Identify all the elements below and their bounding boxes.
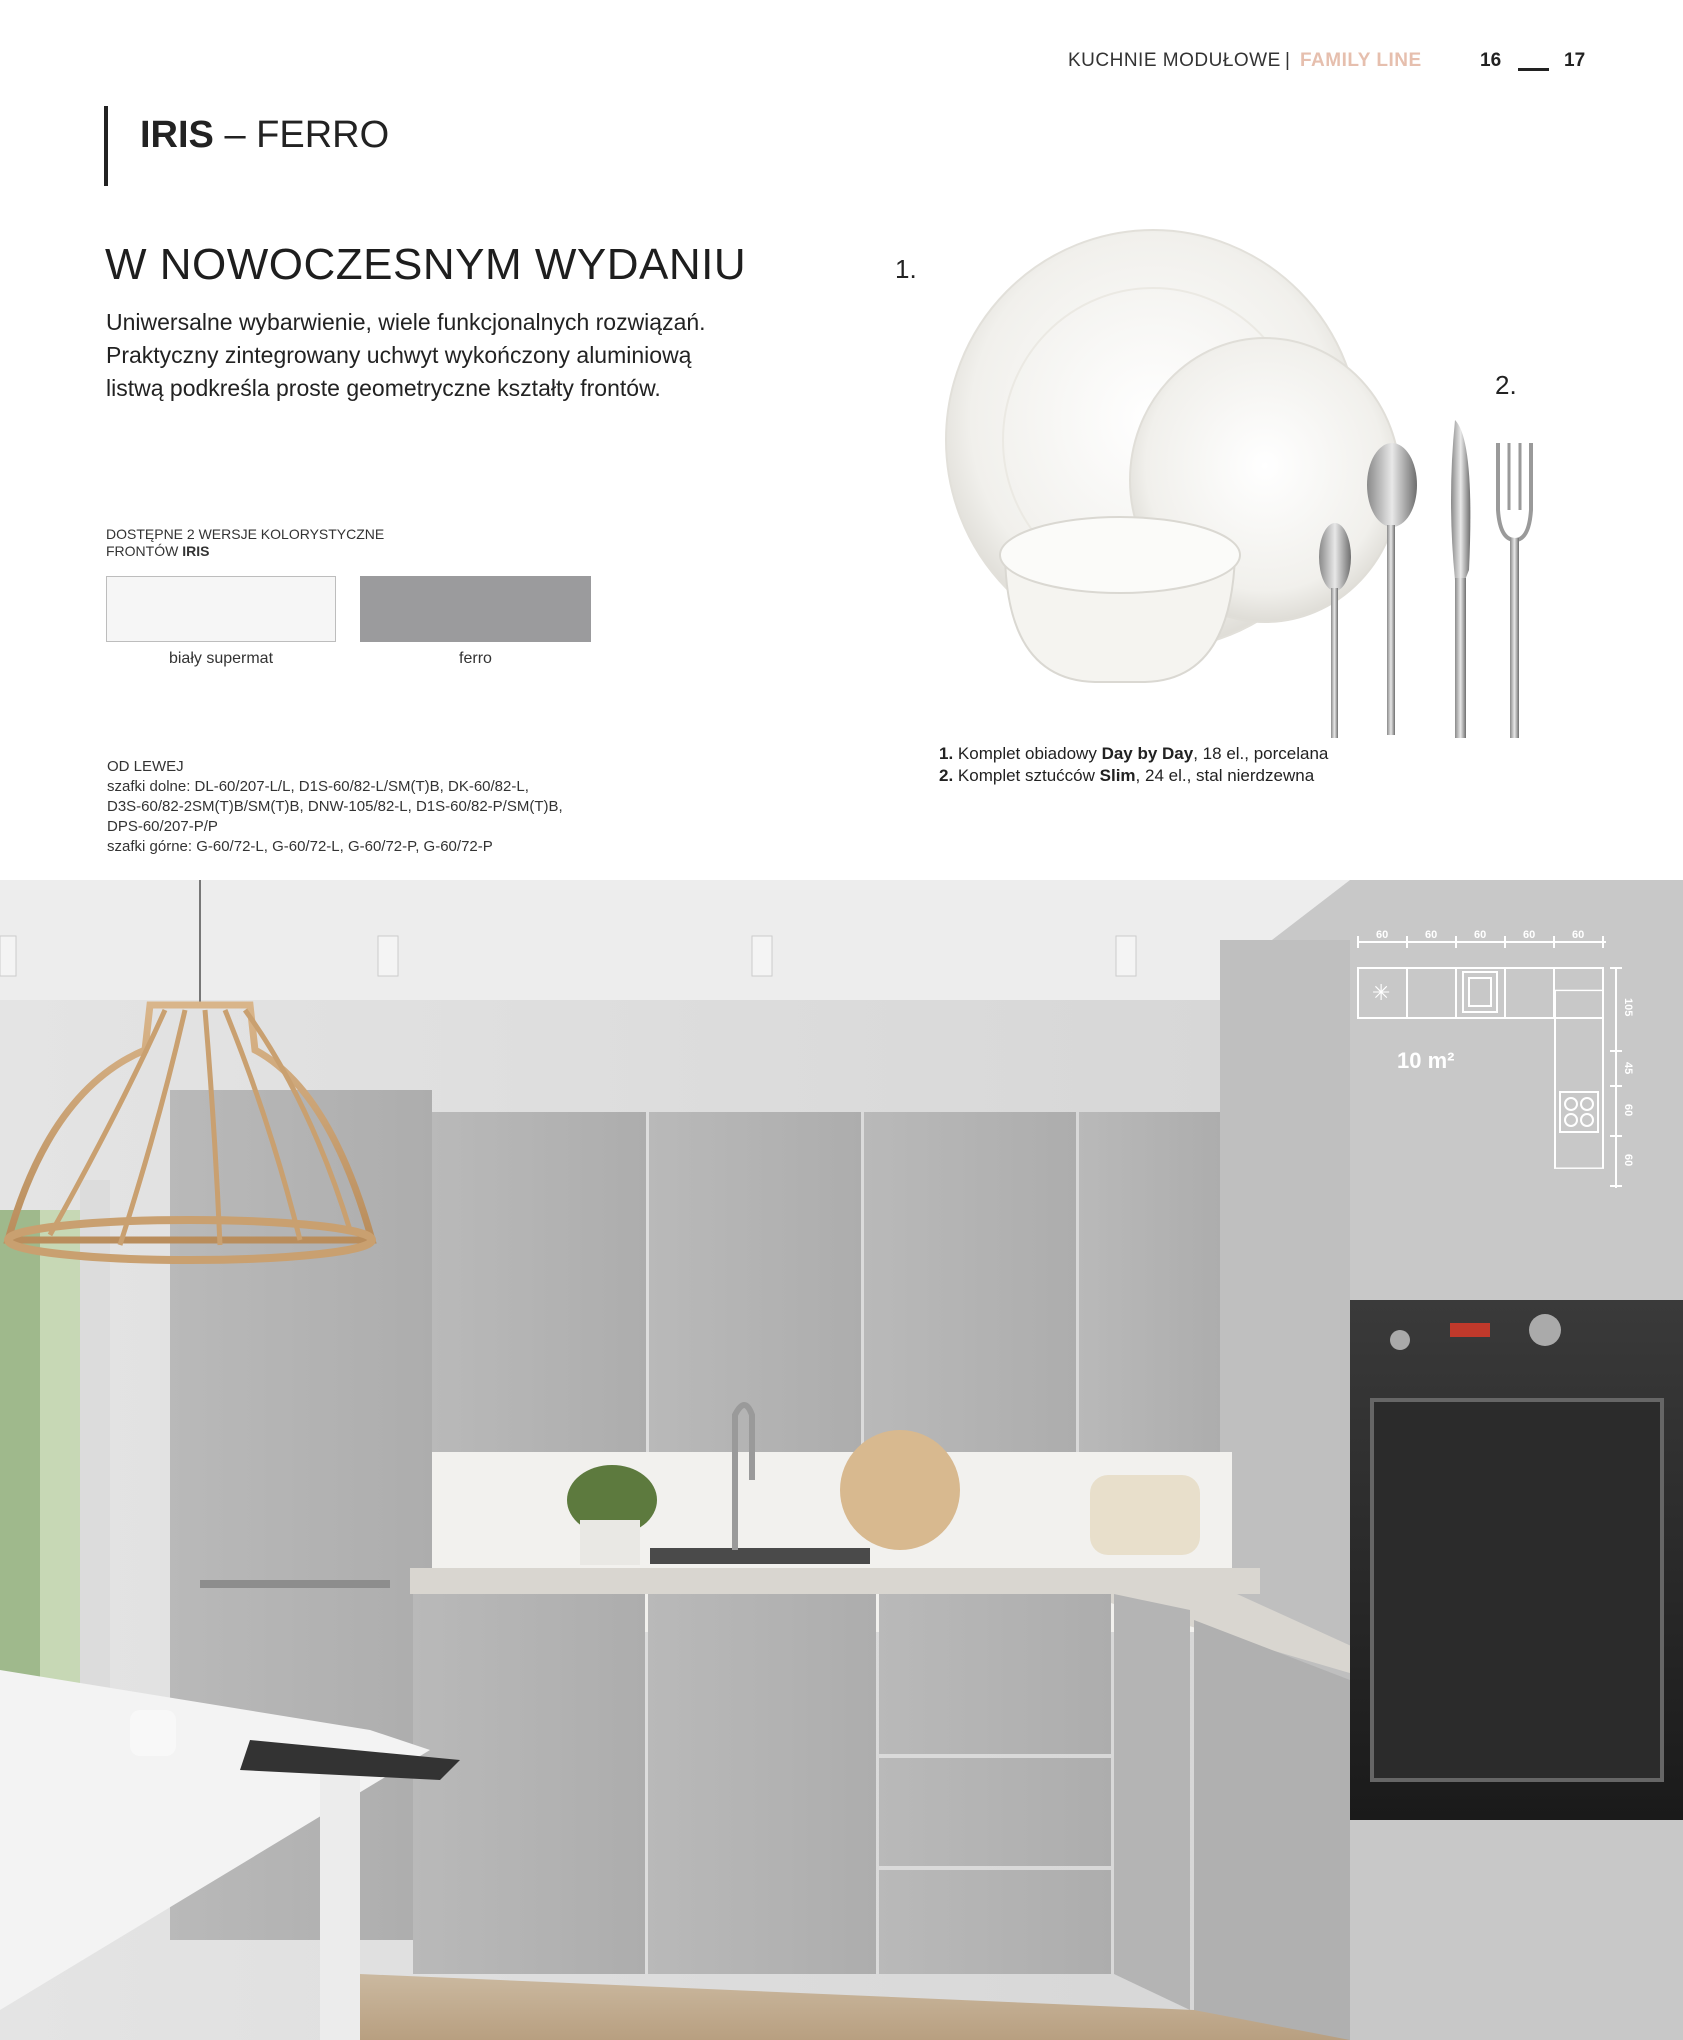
caption-text: , 18 el., porcelana xyxy=(1193,744,1329,763)
caption-num: 1. xyxy=(939,744,954,763)
page-number-left: 16 xyxy=(1480,50,1502,71)
caption-num: 2. xyxy=(939,766,954,785)
caption-product-name: Slim xyxy=(1099,766,1136,785)
swatch-label-white: biały supermat xyxy=(168,650,274,667)
headline: W NOWOCZESNYM WYDANIU xyxy=(105,240,747,289)
caption-text: Komplet obiadowy xyxy=(953,744,1102,763)
cabinet-list-line: szafki dolne: DL-60/207-L/L, D1S-60/82-L/SM(T)B, DK-60/82-L, xyxy=(107,778,529,795)
spoon xyxy=(1367,443,1417,527)
freezer-icon: ✳ xyxy=(1372,981,1391,1006)
fork xyxy=(1498,443,1531,540)
plan-dim-side: 105 xyxy=(1622,998,1634,1017)
plan-dim-top: 60 xyxy=(1523,929,1536,941)
plan-dim-top: 60 xyxy=(1474,929,1487,941)
title-brand: IRIS xyxy=(140,114,214,156)
page-title xyxy=(140,114,389,157)
page-number-right: 17 xyxy=(1564,50,1586,71)
color-versions-heading xyxy=(106,526,426,560)
caption-product-name: Day by Day xyxy=(1101,744,1194,763)
plan-dim-top: 60 xyxy=(1572,929,1585,941)
plan-dim-side: 60 xyxy=(1622,1154,1634,1167)
heading-brand: IRIS xyxy=(182,543,210,559)
product-marker-2: 2. xyxy=(1495,370,1517,400)
product-marker-1: 1. xyxy=(895,254,917,284)
base-cabinets xyxy=(413,1594,1350,2040)
caption-dinner-set xyxy=(939,743,1328,765)
color-versions-heading-line2 xyxy=(106,543,426,560)
header-product-line: FAMILY LINE xyxy=(1300,50,1422,71)
heading-prefix: FRONTÓW xyxy=(106,543,183,559)
caption-text: , 24 el., stal nierdzewna xyxy=(1135,766,1315,785)
cabinet-list-line: DPS-60/207-P/P xyxy=(107,818,218,835)
cabinet-list xyxy=(107,757,667,857)
product-captions xyxy=(939,743,1328,787)
cabinet-list-line: D3S-60/82-2SM(T)B/SM(T)B, DNW-105/82-L, D1S-60/82-P/SM(T)B, xyxy=(107,798,563,815)
knife xyxy=(1451,420,1470,580)
cabinet-list-line: szafki górne: G-60/72-L, G-60/72-L, G-60/72-P, G-60/72-P xyxy=(107,838,493,855)
sink xyxy=(650,1548,870,1564)
intro-paragraph: Uniwersalne wybarwienie, wiele funkcjonalnych rozwiązań. Praktyczny zintegrowany uchwyt wykończony aluminiową listwą podkreśla proste geometryczne kształty frontów. xyxy=(106,309,706,401)
header-separator: | xyxy=(1285,50,1290,71)
toaster xyxy=(1090,1475,1200,1555)
header-section-name: KUCHNIE MODUŁOWE xyxy=(1068,50,1281,71)
plan-area-label: 10 m² xyxy=(1397,1048,1455,1073)
page-number-dash xyxy=(1518,68,1549,71)
title-variant: – FERRO xyxy=(213,114,390,156)
tableware-product-image xyxy=(895,210,1535,740)
teaspoon xyxy=(1319,523,1351,591)
swatch-white-supermat xyxy=(106,576,336,642)
cutting-board xyxy=(840,1430,960,1550)
plan-dim-top: 60 xyxy=(1376,929,1389,941)
title-accent-bar xyxy=(104,106,108,186)
swatch-label-ferro: ferro xyxy=(459,650,492,667)
color-versions-heading-line1: DOSTĘPNE 2 WERSJE KOLORYSTYCZNE xyxy=(106,526,385,542)
plan-dim-top: 60 xyxy=(1425,929,1438,941)
swatch-ferro xyxy=(360,576,591,642)
plan-dim-side: 60 xyxy=(1622,1104,1634,1117)
kitchen-floor-plan xyxy=(1350,926,1640,1194)
cabinet-list-title: OD LEWEJ xyxy=(107,758,184,775)
plan-dim-side: 45 xyxy=(1622,1062,1634,1075)
caption-cutlery-set xyxy=(939,765,1328,787)
caption-text: Komplet sztućców xyxy=(953,766,1100,785)
